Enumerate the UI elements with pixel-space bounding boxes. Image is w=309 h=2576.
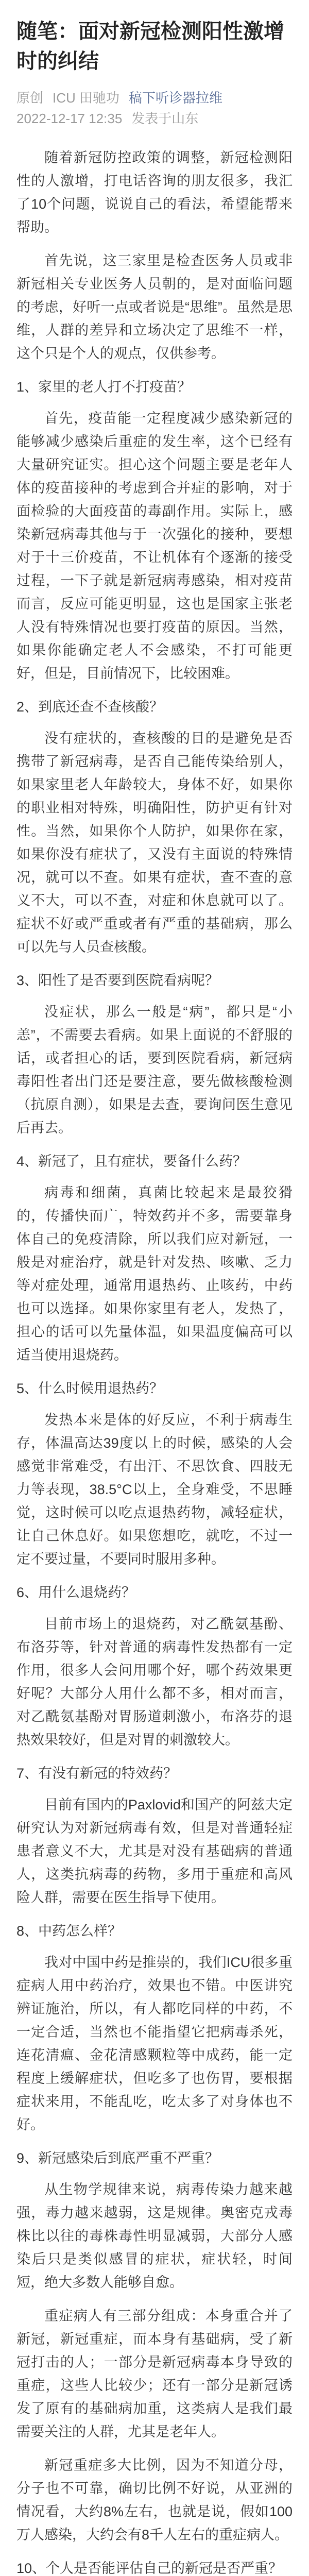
paragraph: 发热本来是体的好反应，不利于病毒生存，体温高达39度以上的时候，感染的人会感觉非常难受，有出汗、不思饮食、四肢无力等表现，38.5°C以上，全身难受，不思睡觉，这时候可以吃点退热药物，减轻症状，让自己休息好。如果您想吃，就吃，不过一定不要过量，不要同时服用多种。 [16,1412,293,1567]
paragraph: 重症病人有三部分组成：本身重合并了新冠，新冠重症，而本身有基础病，受了新冠打击的人；一部分是新冠病毒本身导致的重症，这些人比较少；还有一部分是新冠诱发了原有的基础病加重，这类病人是我们最需要关注的人群，尤其是老年人。 [16,2308,293,2439]
article-title: 随笔：面对新冠检测阳性激增时的纠结 [16,20,284,73]
paragraph: 随着新冠防控政策的调整，新冠检测阳性的人激增，打电话咨询的朋友很多，我汇了10个问题，说说自己的看法，希望能帮来帮助。 [16,150,293,235]
paragraph: 病毒和细菌，真菌比较起来是最狡猾的，传播快而广，特效药并不多，需要靠身体自己的免疫清除，所以我们应对新冠，一般是对症治疗，就是针对发热、咳嗽、乏力等对症处理，通常用退热药、止咳药，中药也可以选择。如果你家里有老人，发热了，担心的话可以先量体温，如果温度偏高可以适当使用退烧药。 [16,1185,293,1363]
section-heading: 1、家里的老人打不打疫苗？ [16,379,192,395]
publish-date: 2022-12-17 12:35 [16,111,123,126]
publish-location: 发表于山东 [131,111,199,126]
original-tag: 原创 [16,90,44,106]
paragraph: 从生物学规律来说，病毒传染力越来越强，毒力越来越弱，这是规律。奥密克戎毒株比以往的毒株毒性明显减弱，大部分人感染后只是类似感冒的症状，症状轻，时间短，绝大多数人能够自愈。 [16,2182,293,2290]
article-sections [16,146,293,2576]
paragraph: 首先说，这三家里是检查医务人员或非新冠相关专业医务人员朝的，是对面临问题的考虑，好听一点或者说是“思维”。虽然是思维，人群的差异和立场决定了思维不一样，这个只是个人的观点，仅供参考。 [16,253,293,361]
section-heading: 4、新冠了，且有症状，要备什么药？ [16,1154,247,1169]
section-heading: 7、有没有新冠的特效药？ [16,1766,178,1781]
section-heading: 5、什么时候用退热药？ [16,1381,164,1396]
author-name: ICU 田驰功 [53,90,120,106]
account-link[interactable]: 稿下听诊器拉维 [129,90,223,106]
paragraph: 目前市场上的退烧药，对乙酰氨基酚、布洛芬等，针对普通的病毒性发热都有一定作用，很多人会问用哪个好，哪个药效果更好呢？大部分人用什么都不多，相对而言，对乙酰氨基酚对胃肠道刺激小，布洛芬的退热效果较好，但是对胃的刺激较大。 [16,1616,293,1748]
paragraph: 新冠重症多大比例，因为不知道分母，分子也不可靠，确切比例不好说，从亚洲的情况看，大约8%左右，也就是说，假如100万人感染，大约会有8千人左右的重症病人。 [16,2458,293,2543]
section-heading: 6、用什么退烧药？ [16,1585,136,1600]
section-heading: 8、中药怎么样？ [16,1923,122,1939]
paragraph: 没有症状的，查核酸的目的是避免是否携带了新冠病毒，是否自己能传染给别人，如果家里老人年龄较大，身体不好，如果你的职业相对特殊，明确阳性，防护更有针对性。当然，如果你个人防护，如果你在家，如果你没有症状了，又没有主面说的特殊情况，就可以不查。如果有症状，查不查的意义不大，可以不查，对症和休息就可以了。症状不好或严重或者有严重的基础病，那么可以先与人员查核酸。 [16,731,293,955]
paragraph: 目前有国内的Paxlovid和国产的阿兹夫定研究认为对新冠病毒有效，但是对普通轻症患者意义不大，尤其是对没有基础病的普通人，这类抗病毒的药物，多用于重症和高风险人群，需要在医生指导下使用。 [16,1797,293,1905]
section-heading: 2、到底还查不查核酸？ [16,699,164,715]
section-heading: 9、新冠感染后到底严重不严重？ [16,2150,219,2166]
article-meta [16,88,293,108]
paragraph: 我对中国中药是推崇的，我们ICU很多重症病人用中药治疗，效果也不错。中医讲究辨证施治，所以，有人都吃同样的中药，不一定合适，当然也不能指望它把病毒杀死，连花清瘟、金花清感颗粒等中成药，能一定程度上缓解症状，但吃多了也伤胃，要根据症状来用，不能乱吃，吃太多了对身体也不好。 [16,1955,293,2132]
section-heading: 10、个人是否能评估自己的新冠是否严重？ [16,2561,283,2576]
paragraph: 首先，疫苗能一定程度减少感染新冠的能够减少感染后重症的发生率，这个已经有大量研究证实。担心这个问题主要是老年人体的疫苗接种的考虑到合并症的影响，对于面检验的大面疫苗的毒副作用。实际上，感染新冠病毒其他与于一次强化的接种，要想对于十三价疫苗，不让机体有个逐渐的接受过程，一下子就是新冠病毒感染，相对疫苗而言，反应可能更明显，这也是国家主张老人没有特殊情况也要打疫苗的原因。当然，如果你能确定老人不会感染，不打可能更好，但是，目前情况下，比较困难。 [16,411,293,681]
article-body [16,146,293,2576]
article-meta-second [16,108,293,129]
section-heading: 3、阳性了是否要到医院看病呢？ [16,973,219,988]
paragraph: 没症状，那么一般是“病”，都只是“小恙”，不需要去看病。如果上面说的不舒服的话，或者担心的话，要到医院看病，新冠病毒阳性者出门还是要注意，要先做核酸检测（抗原自测），如果是去查，要询问医生意见后再去。 [16,1004,293,1136]
